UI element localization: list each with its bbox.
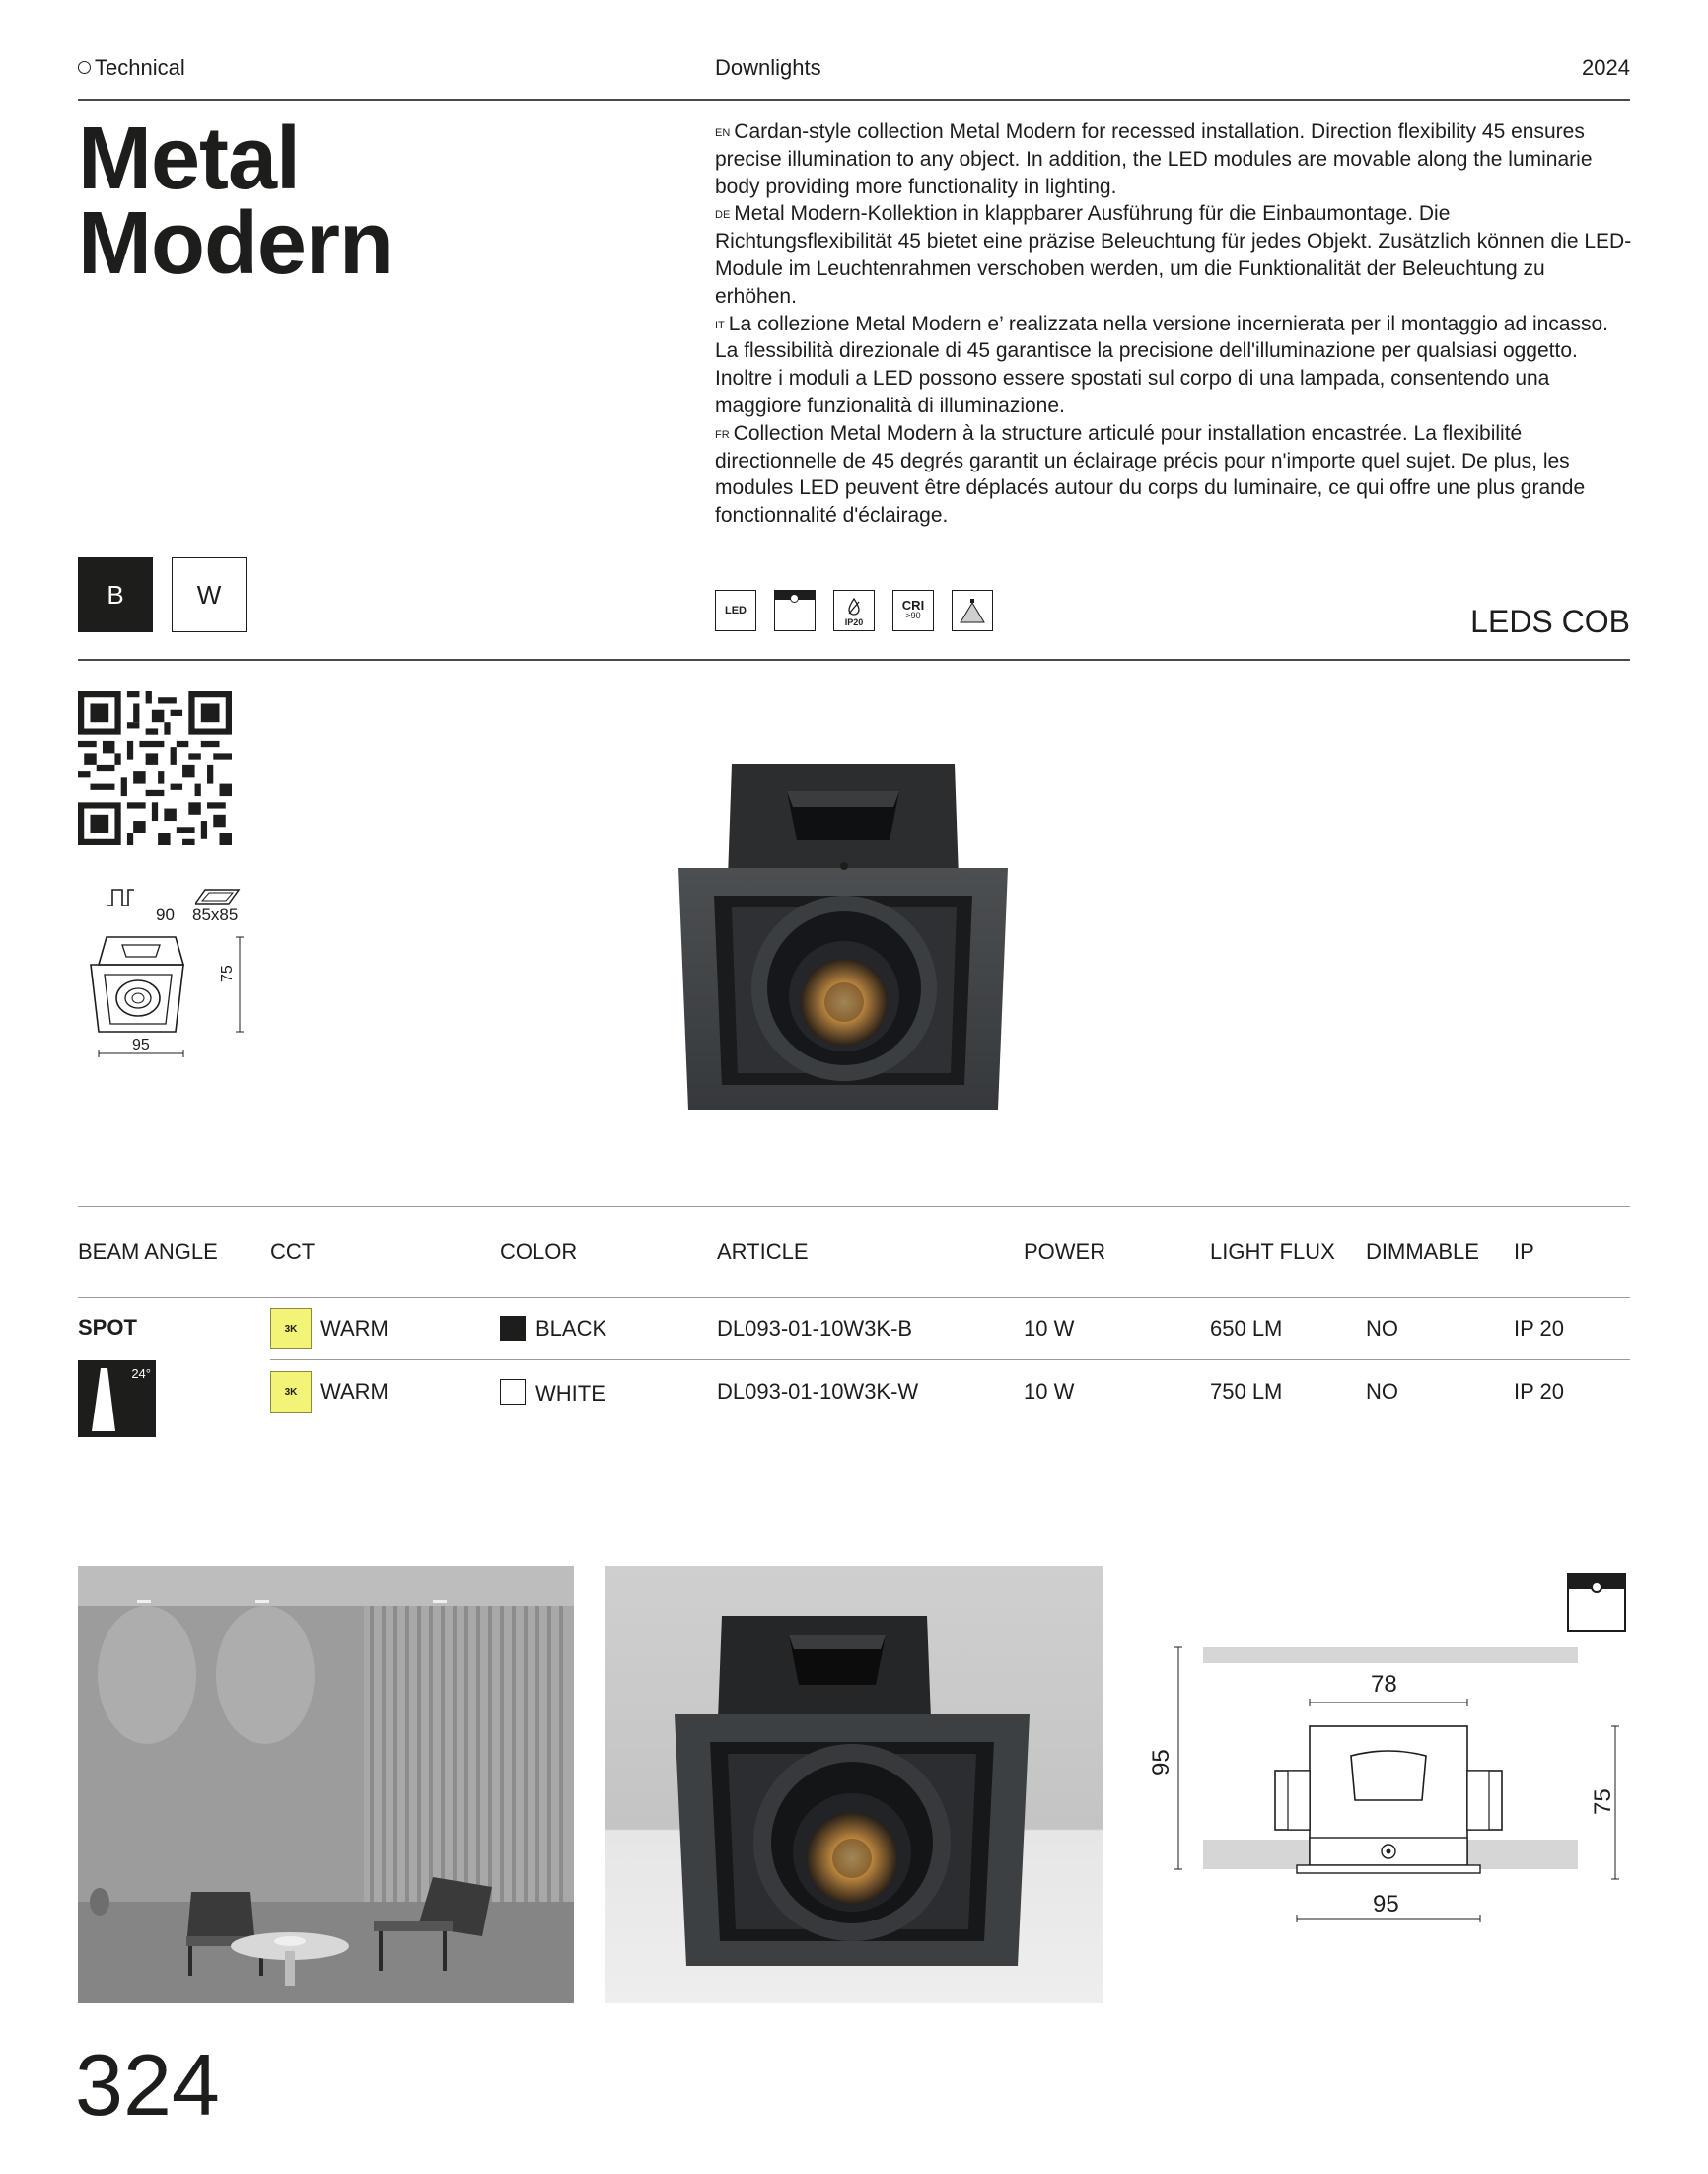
col-color: COLOR bbox=[500, 1239, 578, 1264]
product-title: Metal Modern bbox=[78, 109, 392, 293]
ip-value: IP 20 bbox=[1514, 1316, 1564, 1341]
col-dimmable: DIMMABLE bbox=[1366, 1239, 1479, 1264]
table-row bbox=[0, 1302, 1708, 1361]
col-article: ARTICLE bbox=[717, 1239, 809, 1264]
product-image bbox=[671, 760, 1016, 1124]
color-name: WHITE bbox=[535, 1381, 605, 1406]
interior-photo bbox=[78, 1566, 574, 2003]
cut-depth-value: 90 bbox=[156, 906, 175, 924]
product-description: $^{EN}$ Cardan-style collection Metal Modern for recessed installation. Direction flexibility 45 ensures precise illumination to any object. In addition, the LED modules are movable along the luminarie body providing more functionality in lighting. $^{DE}$ Metal Modern-Kollektion in klappbarer Ausführung für die Einbaumontage. Die Richtungsflexibilität 45 bietet eine präzise Beleuchtung für jedes Objekt. Zusätzlich können die LED-Module im Leuchtenrahmen verschoben werden, um die Funktionalität der Beleuchtung zu erhöhen. $^{IT}$ La collezione Metal Modern e’ realizzata nella versione incernierata per il montaggio ad incasso. La flessibilità direzionale di 45 garantisce la precisione dell'illuminazione per qualsiasi oggetto. Inoltre i moduli a LED possono essere spostati sul corpo di una lampada, consentendo una maggiore funzionalità di illuminazione. $^{FR}$ Collection Metal Modern à la structure articulé pour installation encastrée. La flexibilité directionnelle de 45 degrés garantit un éclairage précis pour n'importe quel sujet. De plus, les modules LED peuvent être déplacés autour du corps du luminaire, ce qui offre une plus grande fonctionnalité d'éclairage. bbox=[715, 120, 1632, 528]
year-label: 2024 bbox=[1582, 55, 1630, 80]
recessed-icon bbox=[774, 590, 816, 631]
cct-name: WARM bbox=[320, 1316, 389, 1341]
flux-value: 650 LM bbox=[1210, 1316, 1283, 1341]
top-divider bbox=[78, 99, 1630, 101]
article-code: DL093-01-10W3K-B bbox=[717, 1316, 913, 1341]
category-label: Downlights bbox=[715, 55, 821, 80]
flux-value: 750 LM bbox=[1210, 1379, 1283, 1404]
qr-code-icon[interactable] bbox=[78, 691, 232, 845]
cut-size-icon bbox=[195, 886, 241, 907]
dim-left-height: 95 bbox=[1148, 1749, 1174, 1775]
dimension-drawing bbox=[1164, 1637, 1637, 1943]
product-photo bbox=[605, 1566, 1103, 2003]
power-value: 10 W bbox=[1024, 1316, 1075, 1341]
light-source-label: LEDS COB bbox=[1470, 604, 1630, 639]
led-icon: LED bbox=[715, 590, 756, 631]
color-swatch-white bbox=[500, 1379, 526, 1405]
swatch-black[interactable]: B bbox=[78, 557, 153, 632]
small-product-drawing bbox=[85, 929, 252, 1059]
power-value: 10 W bbox=[1024, 1379, 1075, 1404]
feature-icons bbox=[715, 590, 993, 631]
table-header-divider bbox=[78, 1297, 1630, 1298]
description-de: Metal Modern-Kollektion in klappbarer Ausführung für die Einbaumontage. Die Richtungsflexibilität 45 bietet eine präzise Beleuchtung für jedes Objekt. Zusätzlich können die LED-Module im Leuchtenrahmen verschoben werden, um die Funktionalität der Beleuchtung zu erhöhen. bbox=[715, 202, 1632, 308]
cct-badge: 3K bbox=[270, 1371, 312, 1413]
beam-angle-icon: 24° bbox=[78, 1360, 156, 1437]
description-fr: Collection Metal Modern à la structure articulé pour installation encastrée. La flexibilité directionnelle de 45 degrés garantit un éclairage précis pour n'importe quel sujet. De plus, les modules LED peuvent être déplacés autour du corps du luminaire, ce qui offre une plus grande fonctionnalité d'éclairage. bbox=[715, 421, 1586, 528]
recessed-mount-icon bbox=[1567, 1573, 1626, 1632]
dim-top-width: 78 bbox=[1371, 1671, 1397, 1698]
small-width-label: 95 bbox=[132, 1037, 150, 1053]
cut-size-value: 85x85 bbox=[192, 906, 239, 924]
col-beam-angle: BEAM ANGLE bbox=[78, 1239, 218, 1264]
dimmable-value: NO bbox=[1366, 1316, 1398, 1341]
col-power: POWER bbox=[1024, 1239, 1106, 1264]
circle-icon bbox=[78, 61, 91, 74]
description-en: Cardan-style collection Metal Modern for recessed installation. Direction flexibility 45 ensures precise illumination to any object. In addition, the LED modules are movable along the luminarie body providing more functionality in lighting. bbox=[715, 120, 1593, 198]
ip-rating-icon: IP20 bbox=[833, 590, 875, 631]
dim-bottom-width: 95 bbox=[1373, 1891, 1399, 1918]
ip-value: IP 20 bbox=[1514, 1379, 1564, 1404]
article-code: DL093-01-10W3K-W bbox=[717, 1379, 919, 1404]
table-top-divider bbox=[78, 1206, 1630, 1207]
page-number: 324 bbox=[75, 2036, 220, 2134]
cut-depth-icon bbox=[105, 886, 156, 907]
color-swatch-black bbox=[500, 1316, 526, 1341]
row-divider bbox=[270, 1359, 1630, 1360]
table-row bbox=[0, 1365, 1708, 1424]
cri-icon: CRI >90 bbox=[892, 590, 934, 631]
beam-name: SPOT bbox=[78, 1315, 137, 1340]
mid-divider bbox=[78, 659, 1630, 661]
col-cct: CCT bbox=[270, 1239, 316, 1264]
description-it: La collezione Metal Modern e’ realizzata nella versione incernierata per il montaggio ad incasso. La flessibilità direzionale di 45 garantisce la precisione dell'illuminazione per qualsiasi oggetto. Inoltre i moduli a LED possono essere spostati sul corpo di una lampada, consentendo una maggiore funzionalità di illuminazione. bbox=[715, 312, 1608, 417]
cct-badge: 3K bbox=[270, 1308, 312, 1349]
dim-right-height: 75 bbox=[1590, 1788, 1616, 1815]
cct-name: WARM bbox=[320, 1379, 389, 1404]
col-light-flux: LIGHT FLUX bbox=[1210, 1239, 1335, 1264]
light-beam-icon bbox=[952, 590, 993, 631]
dimmable-value: NO bbox=[1366, 1379, 1398, 1404]
section-label: Technical bbox=[78, 55, 185, 81]
color-name: BLACK bbox=[535, 1316, 607, 1341]
col-ip: IP bbox=[1514, 1239, 1534, 1264]
small-height-label: 75 bbox=[219, 965, 236, 982]
swatch-white[interactable]: W bbox=[172, 557, 247, 632]
